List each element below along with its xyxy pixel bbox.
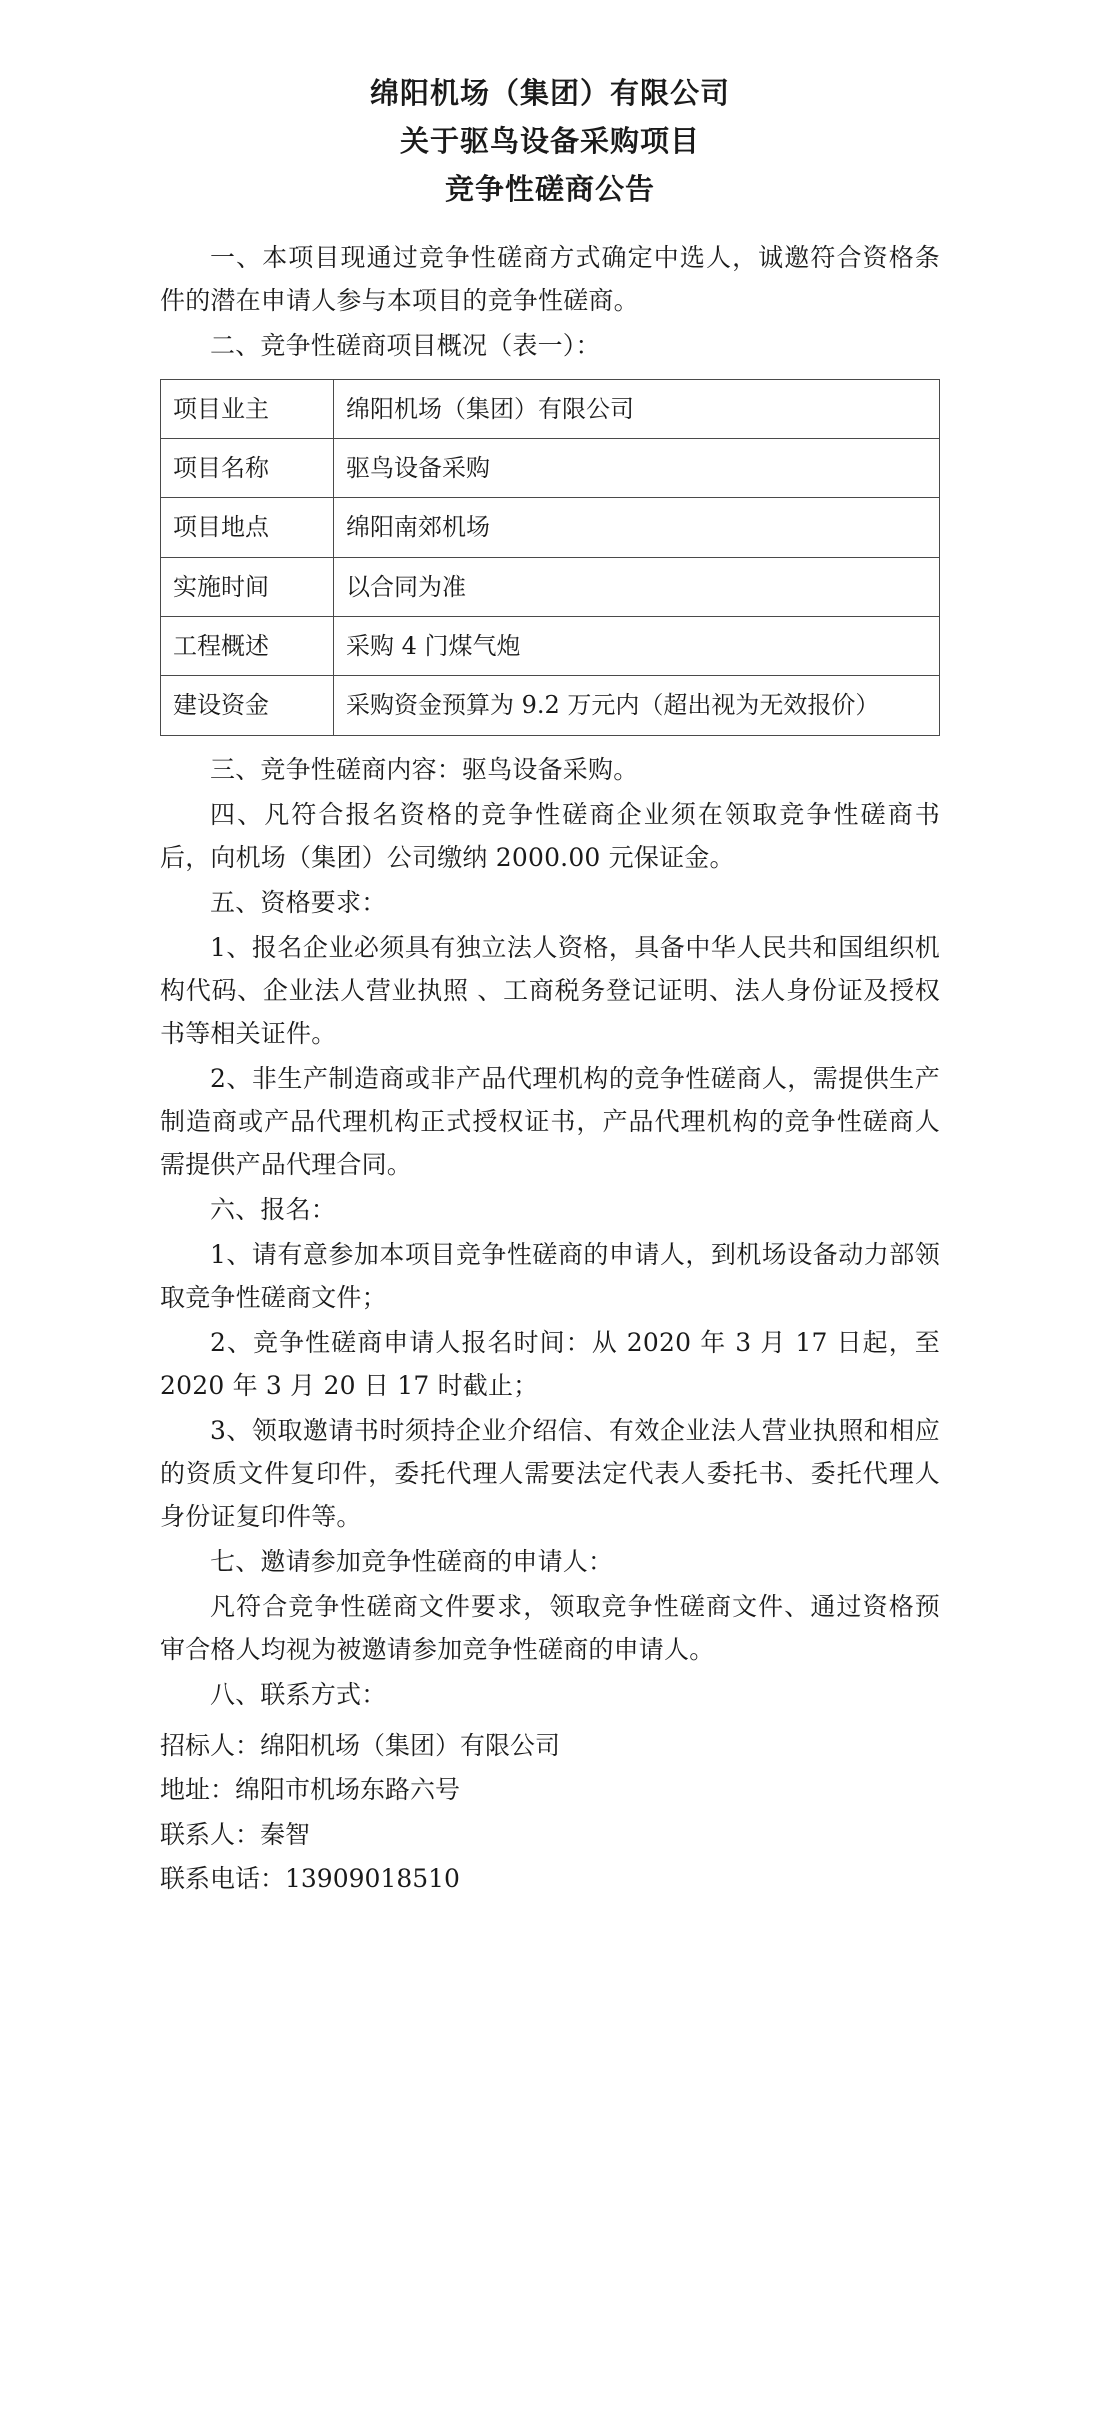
paragraph-section-4: 四、凡符合报名资格的竞争性磋商企业须在领取竞争性磋商书后，向机场（集团）公司缴纳 2000.00 元保证金。 xyxy=(160,799,940,872)
paragraph-section-7: 七、邀请参加竞争性磋商的申请人： xyxy=(210,1546,614,1576)
table-cell-label: 工程概述 xyxy=(161,617,334,676)
paragraph-section-8: 八、联系方式： xyxy=(210,1679,387,1709)
table-row xyxy=(161,498,940,557)
contact-phone: 联系电话：13909018510 xyxy=(160,1864,460,1894)
paragraph-section-6: 六、报名： xyxy=(210,1194,337,1224)
paragraph-section-3: 三、竞争性磋商内容：驱鸟设备采购。 xyxy=(210,754,639,784)
paragraph-item-5-2: 2、非生产制造商或非产品代理机构的竞争性磋商人，需提供生产制造商或产品代理机构正式授权证书，产品代理机构的竞争性磋商人需提供产品代理合同。 xyxy=(160,1063,940,1179)
table-row xyxy=(161,557,940,616)
paragraph-section-7-body: 凡符合竞争性磋商文件要求，领取竞争性磋商文件、通过资格预审合格人均视为被邀请参加竞争性磋商的申请人。 xyxy=(160,1591,940,1664)
table-cell-value: 绵阳机场（集团）有限公司 xyxy=(334,379,940,438)
title-line-2: 关于驱鸟设备采购项目 xyxy=(399,123,700,158)
paragraph-item-5-1: 1、报名企业必须具有独立法人资格，具备中华人民共和国组织机构代码、企业法人营业执照 、工商税务登记证明、法人身份证及授权书等相关证件。 xyxy=(160,932,940,1048)
title-line-3: 竞争性磋商公告 xyxy=(444,171,655,206)
paragraph-item-6-2: 2、竞争性磋商申请人报名时间：从 2020 年 3 月 17 日起，至 2020 年 3 月 20 日 17 时截止； xyxy=(160,1327,940,1400)
table-cell-label: 实施时间 xyxy=(161,557,334,616)
table-row xyxy=(161,379,940,438)
table-cell-label: 项目地点 xyxy=(161,498,334,557)
paragraph-section-2: 二、竞争性磋商项目概况（表一）： xyxy=(210,330,601,360)
table-row xyxy=(161,676,940,735)
table-cell-label: 项目业主 xyxy=(161,379,334,438)
title-line-1: 绵阳机场（集团）有限公司 xyxy=(369,76,730,110)
table-cell-value: 采购资金预算为 9.2 万元内（超出视为无效报价） xyxy=(334,676,940,735)
table-cell-value: 绵阳南郊机场 xyxy=(334,498,940,557)
contact-address: 地址：绵阳市机场东路六号 xyxy=(160,1775,461,1805)
document-title xyxy=(160,70,940,214)
table-row xyxy=(161,617,940,676)
paragraph-item-6-1: 1、请有意参加本项目竞争性磋商的申请人，到机场设备动力部领取竞争性磋商文件； xyxy=(160,1239,940,1312)
table-cell-label: 建设资金 xyxy=(161,676,334,735)
paragraph-item-6-3: 3、领取邀请书时须持企业介绍信、有效企业法人营业执照和相应的资质文件复印件，委托代理人需要法定代表人委托书、委托代理人身份证复印件等。 xyxy=(160,1415,940,1531)
table-cell-label: 项目名称 xyxy=(161,438,334,497)
contact-person: 联系人：秦智 xyxy=(160,1819,311,1849)
table-cell-value: 驱鸟设备采购 xyxy=(334,438,940,497)
table-cell-value: 采购 4 门煤气炮 xyxy=(334,617,940,676)
table-row xyxy=(161,438,940,497)
project-overview-table xyxy=(160,379,940,736)
paragraph-section-1: 一、本项目现通过竞争性磋商方式确定中选人，诚邀符合资格条件的潜在申请人参与本项目的竞争性磋商。 xyxy=(160,242,940,315)
paragraph-section-5: 五、资格要求： xyxy=(210,887,387,917)
contact-tenderer: 招标人：绵阳机场（集团）有限公司 xyxy=(160,1730,561,1760)
table-cell-value: 以合同为准 xyxy=(334,557,940,616)
